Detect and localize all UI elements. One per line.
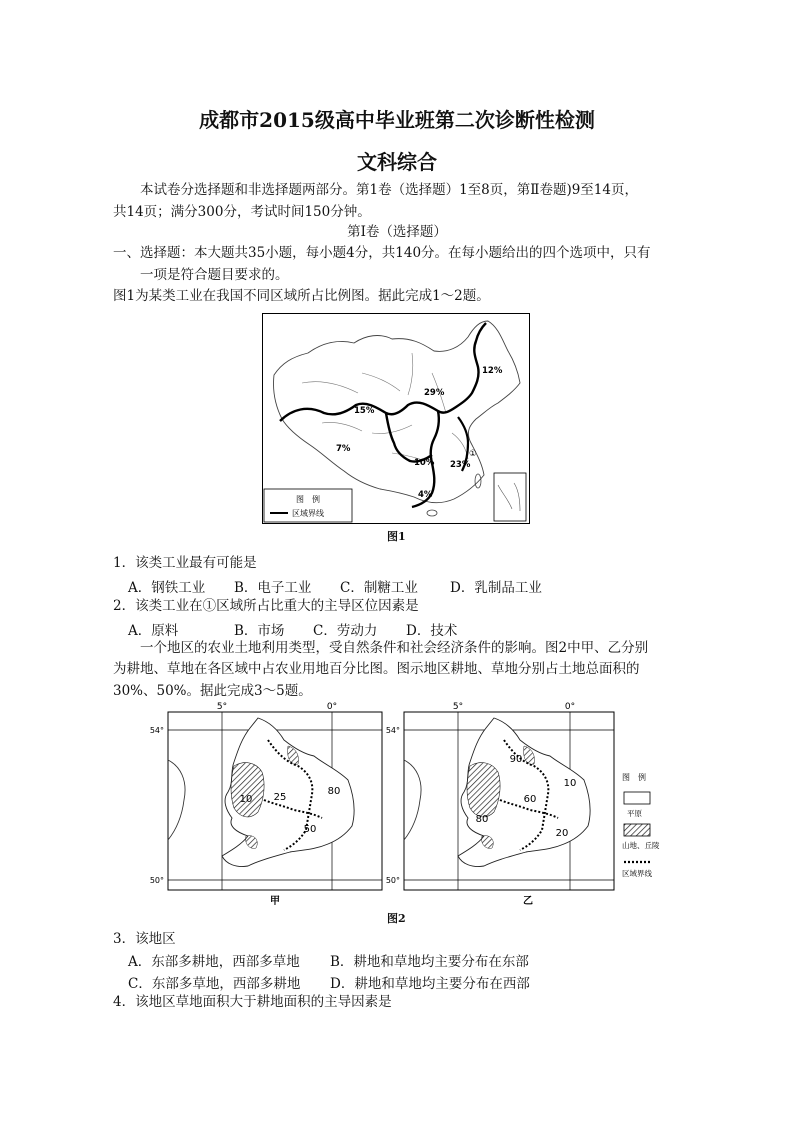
- figure2-uk-maps: [138, 700, 678, 910]
- fig1-legend-title: 图 例: [296, 495, 320, 504]
- page-title: 成都市2015级高中毕业班第二次诊断性检测: [199, 108, 595, 132]
- map-b-value-south: 20: [555, 828, 569, 839]
- fig1-label-central: 10%: [414, 458, 435, 468]
- map-b-lat-50: 50°: [385, 876, 400, 885]
- instructions-line-1: 一、选择题：本大题共35小题，每小题4分，共140分。在每小题给出的四个选项中，只有: [113, 245, 651, 261]
- q3-option-c: C．东部多草地，西部多耕地: [128, 976, 301, 992]
- fig1-label-north: 29%: [424, 388, 445, 398]
- passage-line-1: 一个地区的农业土地利用类型，受自然条件和社会经济条件的影响。图2中甲、乙分别: [140, 640, 649, 656]
- q2-option-a: A．原料: [128, 623, 179, 639]
- map-b: [386, 702, 614, 907]
- map-a: [150, 702, 382, 907]
- map-a-value-south: 50: [303, 824, 317, 835]
- figure2-legend: [622, 772, 660, 878]
- map-b-value-west: 80: [475, 814, 489, 825]
- instructions-line-2: 一项是符合题目要求的。: [140, 267, 289, 283]
- map-a-lon-5: 5°: [216, 702, 228, 712]
- map-a-value-west: 10: [239, 794, 253, 805]
- fig2-legend-title: 图 例: [622, 773, 646, 782]
- page-subtitle: 文科综合: [357, 150, 437, 174]
- q3-option-b: B．耕地和草地均主要分布在东部: [330, 954, 529, 970]
- fig2-legend-hill-swatch: [624, 824, 650, 836]
- map-b-value-north: 90: [509, 754, 523, 765]
- map-b-value-east: 10: [563, 778, 577, 789]
- section-heading: 第Ⅰ卷（选择题）: [347, 224, 447, 240]
- q3-option-d: D．耕地和草地均主要分布在西部: [330, 976, 530, 992]
- q3-stem: 3．该地区: [113, 931, 176, 947]
- fig1-label-west: 7%: [336, 444, 351, 454]
- q1-option-b: B．电子工业: [234, 580, 312, 596]
- map-b-lon-5: 5°: [452, 702, 464, 712]
- q1-stem: 1．该类工业最有可能是: [113, 555, 257, 571]
- fig1-region-marker: ①: [469, 449, 477, 459]
- q3-option-a: A．东部多耕地，西部多草地: [128, 954, 300, 970]
- fig2-legend-border: 区域界线: [622, 869, 652, 878]
- q1-option-d: D．乳制品工业: [450, 580, 542, 596]
- q1-option-c: C．制糖工业: [340, 580, 418, 596]
- map-a-value-east: 80: [327, 786, 341, 797]
- q2-option-c: C．劳动力: [313, 623, 378, 639]
- intro-line-2: 共14页；满分300分，考试时间150分钟。: [113, 204, 371, 220]
- intro-line-1: 本试卷分选择题和非选择题两部分。第1卷（选择题）1至8页，第Ⅱ卷题)9至14页，: [140, 182, 638, 198]
- map-a-lon-0: 0°: [326, 702, 338, 712]
- map-a-value-midlands: 25: [273, 792, 287, 803]
- passage-line-3: 30%、50%。据此完成3～5题。: [113, 683, 312, 699]
- figure1-caption: 图1: [387, 530, 406, 543]
- q2-option-d: D．技术: [406, 623, 458, 639]
- q4-stem: 4．该地区草地面积大于耕地面积的主导因素是: [113, 994, 392, 1010]
- figure1-china-map: [262, 313, 530, 524]
- map-a-label: 甲: [270, 896, 280, 907]
- map-a-lat-50: 50°: [149, 876, 164, 885]
- map-b-lon-0: 0°: [564, 702, 576, 712]
- fig1-label-northeast: 12%: [482, 366, 503, 376]
- figure1-lead: 图1为某类工业在我国不同区域所占比例图。据此完成1～2题。: [113, 288, 490, 304]
- fig1-label-northwest: 15%: [354, 406, 375, 416]
- fig2-legend-hill: 山地、丘陵: [622, 841, 660, 850]
- passage-line-2: 为耕地、草地在各区域中占农业用地百分比图。图示地区耕地、草地分别占土地总面积的: [113, 661, 640, 677]
- fig1-label-south: 4%: [418, 490, 433, 500]
- fig2-legend-plain-swatch: [624, 792, 650, 804]
- q2-stem: 2．该类工业在①区域所占比重大的主导区位因素是: [113, 598, 419, 614]
- figure2-caption: 图2: [387, 912, 406, 925]
- map-b-value-midlands: 60: [523, 794, 537, 805]
- fig1-label-east: 23%: [450, 460, 471, 470]
- map-b-lat-54: 54°: [385, 726, 400, 735]
- map-b-label: 乙: [523, 896, 533, 907]
- fig2-legend-plain: 平原: [627, 809, 642, 818]
- fig1-legend-item: 区域界线: [292, 509, 324, 518]
- map-a-lat-54: 54°: [149, 726, 164, 735]
- q2-option-b: B．市场: [234, 623, 285, 639]
- q1-option-a: A．钢铁工业: [128, 580, 206, 596]
